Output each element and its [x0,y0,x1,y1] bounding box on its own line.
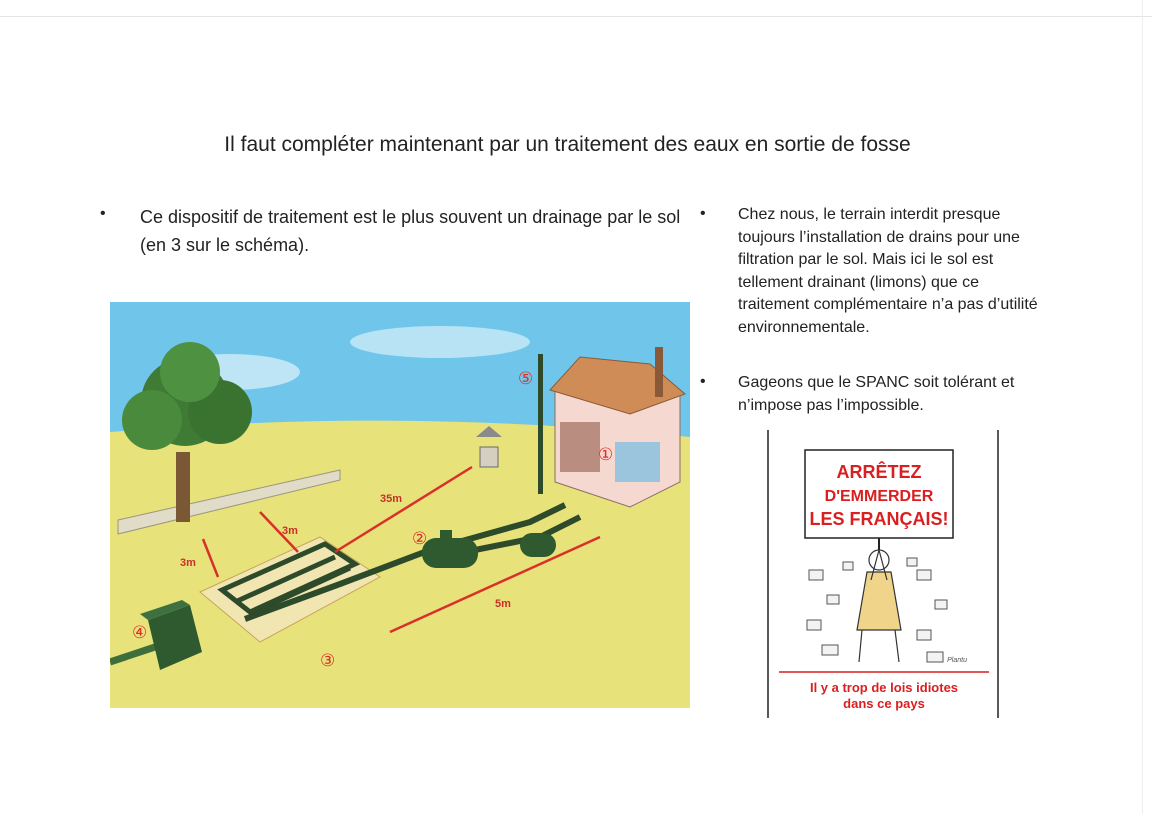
marker-3-filter: ③ [320,651,336,671]
poster-caption-line-1: Il y a trop de lois idiotes [809,680,959,695]
bullet-spanc-text: Gageons que le SPANC soit tolérant et n’impose pas l’impossible. [738,374,1015,414]
distance-label-3m-a: 3m [282,525,298,537]
marker-1-house: ① [598,445,614,465]
bullet-marker-2: • [700,205,706,222]
page-right-edge [1142,0,1143,814]
septic-system-diagram [110,302,690,708]
marker-5-vent: ⑤ [518,369,534,389]
poster-headline-line-1: ARRÊTEZ [836,462,922,482]
pre-filter-icon [520,533,556,557]
bullet-terrain-text: Chez nous, le terrain interdit presque toujours l’installation de drains pour une filtration par le sol. Mais ici le sol est tellement drainant (limons) que ce traitement complémentaire n’a pas d’utilité environnementale. [738,206,1038,336]
bullet-drainage-text: Ce dispositif de traitement est le plus souvent un drainage par le sol (en 3 sur le schéma). [140,207,681,255]
ventilation-pipe [538,354,543,494]
protest-poster [767,430,1000,718]
bullet-marker-3: • [700,373,706,390]
cloud-icon [350,326,530,358]
poster-signature: Plantu [947,657,967,664]
distance-label-5m: 5m [495,598,511,610]
slide-title: Il faut compléter maintenant par un traitement des eaux en sortie de fosse [224,133,911,156]
distance-label-3m-b: 3m [180,557,196,569]
poster-headline-line-3: LES FRANÇAIS! [809,509,949,529]
poster-caption-line-2: dans ce pays [843,696,925,711]
poster-headline-line-2: D'EMMERDER [824,488,934,505]
marker-2-tank: ② [412,529,428,549]
page-top-rule [0,16,1152,17]
bullet-marker-1: • [100,205,106,222]
distance-label-35m: 35m [380,493,403,505]
marker-4-station: ④ [132,623,148,643]
